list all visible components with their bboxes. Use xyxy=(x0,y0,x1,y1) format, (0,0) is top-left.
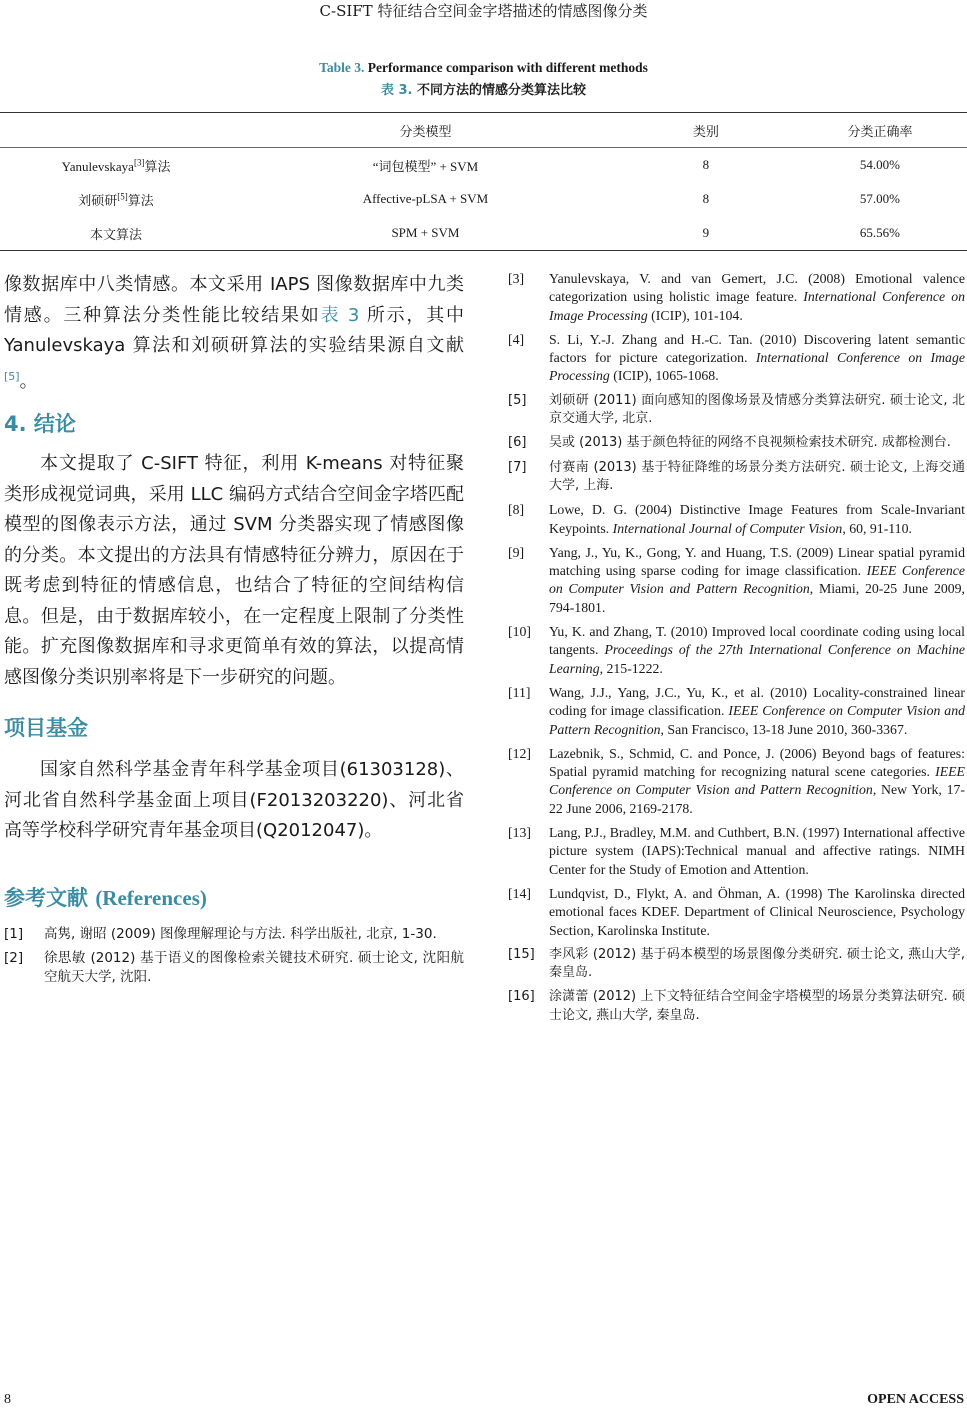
method-name: 本文算法 xyxy=(90,226,143,242)
method-cell xyxy=(0,182,232,216)
citation-sup: [5] xyxy=(117,191,128,202)
reference-item xyxy=(4,949,464,986)
reference-number: [5] xyxy=(508,392,527,408)
intro-text: 像数据库中八类情感。本文采用 IAPS 图像数据库中九类情感。三种算法分类性能比较结果如 xyxy=(4,274,464,326)
reference-venue: IEEE Conference on Computer Vision and Pattern Recognition xyxy=(549,703,966,737)
reference-tail: , New York, 17-22 June 2006, 2169-2178. xyxy=(549,782,965,816)
table-header-cell xyxy=(0,113,232,148)
reference-number: [12] xyxy=(508,745,531,761)
reference-tail: , Miami, 20-25 June 2009, 794-1801. xyxy=(549,581,965,615)
reference-number: [1] xyxy=(4,925,24,942)
reference-text: 李风彩 (2012) 基于码本模型的场景图像分类研究. 硕士论文, 燕山大学, 秦皇岛. xyxy=(549,946,965,981)
reference-item xyxy=(508,544,965,617)
reference-text: Lundqvist, D., Flykt, A. and Öhman, A. (1998) The Karolinska directed emotional faces KDEF. Department of Clinical Neuroscience, Psychology Section, Karolinska Institute. xyxy=(549,885,965,938)
intro-text-2: 所示，其中 Yanulevskaya 算法和刘硕研算法的实验结果源自文献 xyxy=(4,304,464,356)
reference-number: [4] xyxy=(508,331,525,347)
reference-number: [11] xyxy=(508,684,531,700)
reference-number: [16] xyxy=(508,989,535,1005)
reference-text: 涂潇蕾 (2012) 上下文特征结合空间金字塔模型的场景分类算法研究. 硕士论文, 燕山大学, 秦皇岛. xyxy=(549,989,965,1023)
accuracy-cell: 57.00% xyxy=(859,191,900,206)
reference-item xyxy=(508,331,965,386)
reference-venue: International Conference on Image Processing xyxy=(549,350,965,384)
reference-number: [7] xyxy=(508,459,527,475)
reference-item xyxy=(508,885,965,940)
reference-text: 吴或 (2013) 基于颜色特征的网络不良视频检索技术研究. 成都检测台. xyxy=(549,435,951,451)
reference-text: Lazebnik, S., Schmid, C. and Ponce, J. (2006) Beyond bags of features: Spatial pyramid matching for recognizing natural scene categories. xyxy=(549,745,965,780)
reference-item xyxy=(508,623,965,678)
reference-text: Yanulevskaya, V. and van Gemert, J.C. (2008) Emotional valence categorization using holistic image feature. xyxy=(549,271,965,305)
reference-item xyxy=(508,434,965,452)
reference-item xyxy=(508,745,965,818)
reference-item xyxy=(508,988,965,1025)
reference-number: [10] xyxy=(508,624,531,640)
method-name: Yanulevskaya xyxy=(61,158,134,174)
reference-text: Yu, K. and Zhang, T. (2010) Improved local coordinate coding using local tangents. xyxy=(549,624,965,658)
reference-item xyxy=(508,270,965,325)
table-caption-en-text: Performance comparison with different methods xyxy=(367,60,648,75)
table-row xyxy=(0,216,967,251)
table-caption-zh xyxy=(0,79,967,98)
citation-link[interactable]: [5] xyxy=(4,369,20,383)
reference-text: Lowe, D. G. (2004) Distinctive Image Features from Scale-Invariant Keypoints. xyxy=(549,502,965,536)
page-number: 8 xyxy=(4,1392,11,1407)
reference-number: [15] xyxy=(508,946,535,962)
comparison-table xyxy=(0,112,967,251)
method-name: 刘硕研 xyxy=(78,192,118,208)
reference-tail: (ICIP), 101-104. xyxy=(647,307,743,323)
intro-end: 。 xyxy=(19,370,38,392)
reference-text: 高隽, 谢昭 (2009) 图像理解理论与方法. 科学出版社, 北京, 1-30. xyxy=(44,925,437,942)
reference-item xyxy=(508,684,965,739)
reference-number: [8] xyxy=(508,502,525,518)
reference-item xyxy=(508,824,965,879)
classes-cell: 8 xyxy=(702,157,710,172)
reference-text: Wang, J.J., Yang, J.C., Yu, K., et al. (2010) Locality-constrained linear coding for image classification. xyxy=(549,684,965,719)
reference-tail: (ICIP), 1065-1068. xyxy=(609,368,719,384)
accuracy-cell: 54.00% xyxy=(859,157,900,172)
references-title xyxy=(4,883,464,913)
reference-tail: , 215-1222. xyxy=(599,660,663,676)
table-row xyxy=(0,182,967,216)
table-header-cell: 分类模型 xyxy=(399,123,452,139)
reference-text: S. Li, Y.-J. Zhang and H.-C. Tan. (2010) Discovering latent semantic factors for picture categorization. xyxy=(549,331,965,366)
left-column xyxy=(4,270,464,992)
reference-list-right xyxy=(508,270,965,1031)
method-cell xyxy=(0,216,232,251)
reference-item xyxy=(4,925,464,944)
method-cell xyxy=(0,148,232,183)
classes-cell: 8 xyxy=(702,191,710,206)
reference-item xyxy=(508,392,965,429)
accuracy-cell: 65.56% xyxy=(859,225,900,240)
reference-tail: , San Francisco, 13-18 June 2010, 360-3367. xyxy=(660,721,908,737)
table-header-row xyxy=(0,113,967,148)
references-title-en: (References) xyxy=(95,885,207,910)
table-caption-en xyxy=(0,60,967,76)
funding-title: 项目基金 xyxy=(4,716,88,740)
reference-text: Yang, J., Yu, K., Gong, Y. and Huang, T.S. (2009) Linear spatial pyramid matching using sparse coding for image classification. xyxy=(549,544,965,579)
reference-text: 刘硕研 (2011) 面向感知的图像场景及情感分类算法研究. 硕士论文, 北京交通大学, 北京. xyxy=(549,392,965,427)
method-suffix: 算法 xyxy=(144,158,171,174)
table-row xyxy=(0,148,967,183)
reference-text: 付赛南 (2013) 基于特征降维的场景分类方法研究. 硕士论文, 上海交通大学, 上海. xyxy=(549,459,965,493)
citation-sup: [3] xyxy=(133,157,145,168)
table-3-link[interactable]: 表 3 xyxy=(320,304,360,326)
reference-venue: International Journal of Computer Vision xyxy=(612,520,843,536)
model-cell: Affective-pLSA + SVM xyxy=(362,191,489,206)
table-header-cell: 类别 xyxy=(692,123,719,139)
reference-list-left xyxy=(4,925,464,987)
model-cell: “词包模型” + SVM xyxy=(372,158,479,174)
reference-venue: Proceedings of the 27th International Conference on Machine Learning xyxy=(549,642,965,676)
reference-text: Lang, P.J., Bradley, M.M. and Cuthbert, B.N. (1997) International affective picture system (IAPS):Technical manual and affective ratings. NIMH Center for the Study of Emotion and Attention. xyxy=(549,825,965,877)
table-caption-zh-text: 不同方法的情感分类算法比较 xyxy=(417,83,587,98)
reference-item xyxy=(508,459,965,496)
table-caption-en-label: Table 3. xyxy=(319,60,365,75)
conclusion-paragraph: 本文提取了 C-SIFT 特征，利用 K-means 对特征聚类形成视觉词典，采用 LLC 编码方式结合空间金字塔匹配模型的图像表示方法，通过 SVM 分类器实现了情感图像的分类。本文提出的方法具有情感特征分辨力，原因在于既考虑到特征的情感信息，也结合了特征的空间结构信息。但是，由于数据库较小，在一定程度上限制了分类性能。扩充图像数据库和寻求更简单有效的算法，以提高情感图像分类识别率将是下一步研究的问题。 xyxy=(4,453,464,688)
reference-number: [9] xyxy=(508,544,525,560)
reference-venue: IEEE Conference on Computer Vision and Pattern Recognition xyxy=(549,764,965,798)
reference-venue: IEEE Conference on Computer Vision and Pattern Recognition xyxy=(549,563,965,597)
reference-number: [6] xyxy=(508,435,527,451)
table-header-cell: 分类正确率 xyxy=(847,123,913,139)
reference-number: [3] xyxy=(508,271,525,286)
funding-paragraph: 国家自然科学基金青年科学基金项目(61303128)、河北省自然科学基金面上项目(F2013203220)、河北省高等学校科学研究青年基金项目(Q2012047)。 xyxy=(4,759,464,841)
method-suffix: 算法 xyxy=(127,192,154,208)
reference-tail: , 60, 91-110. xyxy=(842,520,912,536)
reference-venue: International Conference on Image Processing xyxy=(549,289,965,323)
model-cell: SPM + SVM xyxy=(391,225,460,240)
reference-number: [13] xyxy=(508,825,531,841)
classes-cell: 9 xyxy=(702,225,710,240)
table-caption-zh-label: 表 3. xyxy=(380,83,413,98)
intro-paragraph xyxy=(4,270,464,397)
section-4-title: 4. 结论 xyxy=(4,412,76,436)
reference-item xyxy=(508,946,965,983)
references-title-zh: 参考文献 xyxy=(4,885,88,910)
running-header: C-SIFT 特征结合空间金字塔描述的情感图像分类 xyxy=(319,2,648,20)
open-access-label: OPEN ACCESS xyxy=(867,1392,964,1407)
reference-number: [2] xyxy=(4,950,24,966)
reference-item xyxy=(508,501,965,538)
reference-number: [14] xyxy=(508,885,531,901)
reference-text: 徐思敏 (2012) 基于语义的图像检索关键技术研究. 硕士论文, 沈阳航空航天大学, 沈阳. xyxy=(44,950,464,985)
